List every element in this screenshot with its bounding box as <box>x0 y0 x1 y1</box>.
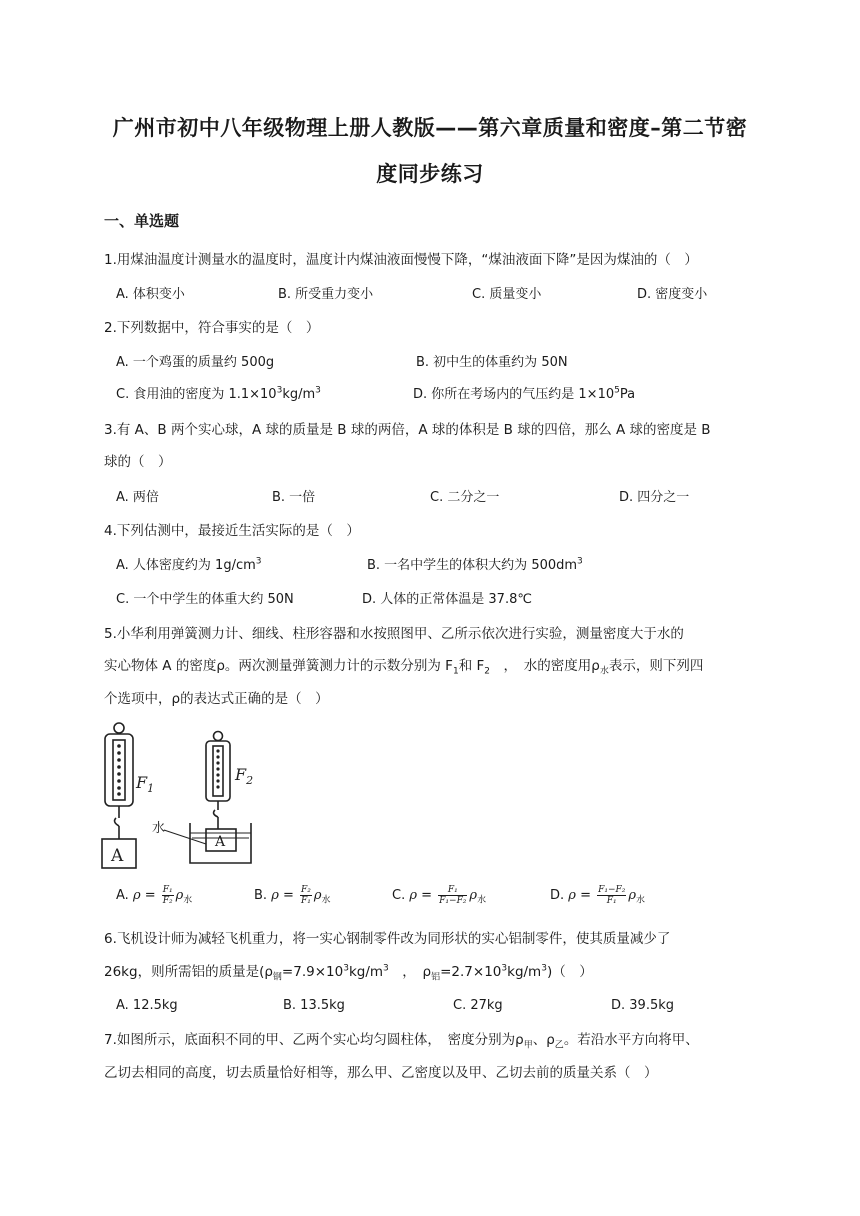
q2-option-b: B. 初中生的体重约为 50N <box>416 355 568 370</box>
q6-option-b: B. 13.5kg <box>283 998 345 1013</box>
q2-option-a: A. 一个鸡蛋的质量约 500g <box>116 355 275 370</box>
q5-option-c: C. ρ = $\frac{\text{F₁}}{\text{F₁−F₂}}$ $\rho_水$ <box>392 885 487 906</box>
question-7-line1: 7.如图所示，底面积不同的甲、乙两个实心均匀圆柱体， 密度分别为$\rho_甲$、$\rho_乙$。若沿水平方向将甲、 <box>104 1032 699 1051</box>
document-title-line1: 广州市初中八年级物理上册人教版——第六章质量和密度–第二节密 <box>112 116 748 140</box>
scale1-ring <box>114 723 124 733</box>
question-3-line2: 球的（ ） <box>104 454 172 470</box>
question-4: 4.下列估测中，最接近生活实际的是（ ） <box>104 523 360 539</box>
q5-option-b: B. ρ = $\frac{\text{F₂}}{\text{F₁}}$ $\rho_水$ <box>254 885 331 906</box>
q3-option-d: D. 四分之一 <box>619 490 690 505</box>
question-5-line1: 5.小华利用弹簧测力计、细线、柱形容器和水按照图甲、乙所示依次进行实验，测量密度大于水的 <box>104 626 684 642</box>
scale1-window <box>113 740 125 800</box>
question-5-line3: 个选项中，ρ的表达式正确的是（ ） <box>104 691 329 707</box>
q1-option-d: D. 密度变小 <box>637 287 708 302</box>
question-2: 2.下列数据中，符合事实的是（ ） <box>104 320 320 336</box>
question-3-line1: 3.有 A、B 两个实心球，A 球的质量是 B 球的两倍，A 球的体积是 B 球的四倍，那么 A 球的密度是 B <box>104 422 711 438</box>
label-f1: $F_1$ <box>136 773 155 795</box>
q1-option-a: A. 体积变小 <box>116 287 185 302</box>
q1-option-c: C. 质量变小 <box>472 287 542 302</box>
q3-option-c: C. 二分之一 <box>430 490 500 505</box>
label-block-a1: A <box>111 846 124 866</box>
q5-option-d: D. ρ = $\frac{\text{F₁−F₂}}{\text{F₁}}$ $\rho_水$ <box>550 885 646 906</box>
q4-option-a: A. 人体密度约为 $1g/cm^3$ <box>116 556 262 573</box>
scale1-ticks <box>117 744 121 796</box>
q2-option-c: C. 食用油的密度为 $1.1\times 10^3kg/m^3$ <box>116 385 321 402</box>
question-6-line1: 6.飞机设计师为减轻飞机重力，将一实心钢制零件改为同形状的实心铝制零件，使其质量减少了 <box>104 931 671 947</box>
q4-option-c: C. 一个中学生的体重大约 50N <box>116 592 294 607</box>
q3-option-a: A. 两倍 <box>116 490 159 505</box>
q2-option-d: D. 你所在考场内的气压约是 $1\times 10^5Pa$ <box>413 385 636 402</box>
q4-option-b: B. 一名中学生的体积大约为 $500dm^3$ <box>367 556 583 573</box>
label-water: 水 <box>152 821 166 836</box>
question-1: 1.用煤油温度计测量水的温度时，温度计内煤油液面慢慢下降，“煤油液面下降”是因为煤油的（ ） <box>104 252 698 268</box>
question-7-line2: 乙切去相同的高度，切去质量恰好相等，那么甲、乙密度以及甲、乙切去前的质量关系（ ） <box>104 1065 658 1081</box>
spring-scale-figure <box>96 718 276 870</box>
q4-option-d: D. 人体的正常体温是 37.8℃ <box>362 592 532 607</box>
q3-option-b: B. 一倍 <box>272 490 316 505</box>
question-6-line2: 26kg，则所需铝的质量是($\rho_钢=7.9\times 10^3kg/m^3$ ， $\rho_铝=2.7\times 10^3kg/m^3$)（ ） <box>104 963 593 983</box>
scale1-hook <box>115 818 119 826</box>
label-block-a2: A <box>215 834 226 850</box>
question-5-line2: 实心物体 A 的密度ρ。两次测量弹簧测力计的示数分别为 $F_1$和 $F_2$ ， 水的密度用$\rho_水$表示，则下列四 <box>104 658 704 677</box>
scale2-ticks <box>216 749 219 788</box>
q6-option-d: D. 39.5kg <box>611 998 675 1013</box>
section-heading: 一、单选题 <box>104 212 180 230</box>
q1-option-b: B. 所受重力变小 <box>278 287 374 302</box>
q6-option-a: A. 12.5kg <box>116 998 178 1013</box>
label-f2: $F_2$ <box>235 765 254 787</box>
document-title-line2: 度同步练习 <box>376 162 484 186</box>
q6-option-c: C. 27kg <box>453 998 503 1013</box>
q5-option-a: A. ρ = $\frac{\text{F₁}}{\text{F₂}}$ $\rho_水$ <box>116 885 193 906</box>
